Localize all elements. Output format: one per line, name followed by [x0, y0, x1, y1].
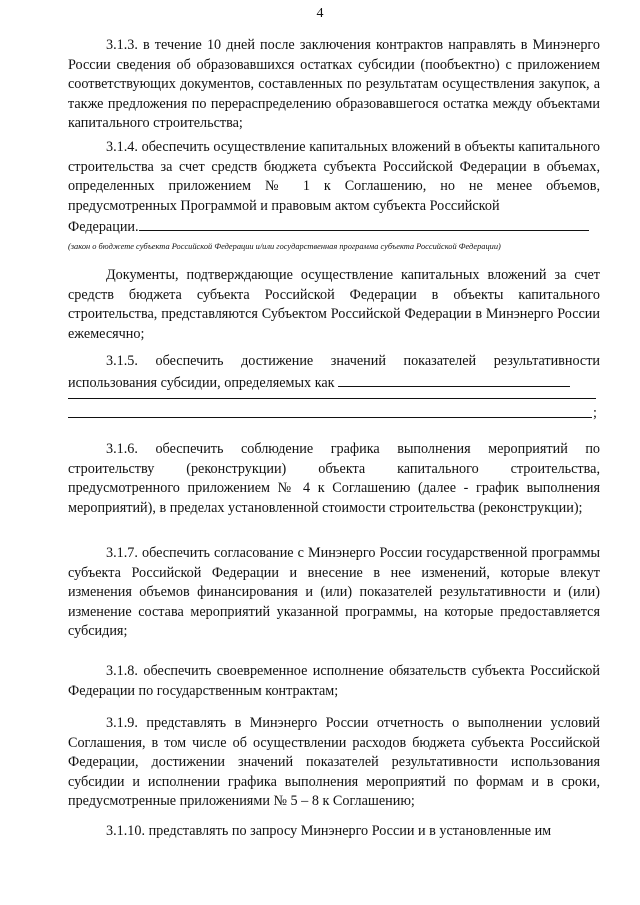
clause-3-1-10-text: 3.1.10. представлять по запросу Минэнерго России и в установленные им: [106, 823, 552, 839]
fill-in-blank: [139, 216, 589, 231]
clause-3-1-6-text: 3.1.6. обеспечить соблюдение графика выполнения мероприятий по строительству (реконструкции) объекта капитального строительства, предусмотренного приложением № 4 к Соглашению (далее - график выполнения мероприятий), в пределах установленной стоимости строительства (реконструкции);: [68, 441, 600, 516]
clause-3-1-9-text: 3.1.9. представлять в Минэнерго России отчетность о выполнении условий Соглашения, в том числе об осуществлении расходов бюджета субъекта Российской Федерации, достижении значений показателей результативности использования субсидии и исполнении графика выполнения мероприятий по формам и в сроки, предусмотренные приложениями № 5 – 8 к Соглашению;: [68, 715, 600, 810]
clause-3-1-8-text: 3.1.8. обеспечить своевременное исполнение обязательств субъекта Российской Федерации по государственным контрактам;: [68, 663, 600, 699]
footnote-hint: (закон о бюджете субъекта Российской Федерации и/или государственная программа субъекта Российской Федерации): [68, 242, 501, 251]
clause-3-1-7-text: 3.1.7. обеспечить согласование с Минэнерго России государственной программы субъекта Российской Федерации и внесение в нее изменений, которые влекут изменения объемов финансирования и (или) показателей результативности и (или) изменение состава мероприятий указанной программы, на которые предоставляется субсидия;: [68, 545, 600, 640]
clause-3-1-4-documents-text: Документы, подтверждающие осуществление капитальных вложений за счет средств бюджета субъекта Российской Федерации в объекты капитального строительства, представляются Субъектом Российской Федерации в Минэнерго России ежемесячно;: [68, 267, 600, 342]
clause-3-1-4-documents: [68, 266, 600, 344]
clause-3-1-3: [68, 36, 600, 134]
fill-in-blank: [338, 372, 570, 387]
clause-3-1-9: [68, 714, 600, 812]
clause-3-1-4: [68, 138, 600, 238]
clause-3-1-3-text: 3.1.3. в течение 10 дней после заключения контрактов направлять в Минэнерго России сведения об образовавшихся остатках субсидии (пообъектно) с приложением соответствующих документов, составленных по результатам осуществления закупок, а также предложения по перераспределению образовавшегося остатка между объектами капитального строительства;: [68, 37, 600, 132]
clause-3-1-6: [68, 440, 600, 518]
clause-3-1-7: [68, 544, 600, 642]
fill-in-line-1: [68, 398, 596, 399]
clause-3-1-8: [68, 662, 600, 701]
clause-3-1-5: [68, 352, 600, 393]
clause-3-1-4-text: 3.1.4. обеспечить осуществление капитальных вложений в объекты капитального строительства за счет средств бюджета субъекта Российской Федерации в объемах, определенных приложением № 1 к Соглашению, но не менее объемов, предусмотренных Программой и правовым актом субъекта Российской: [68, 139, 600, 214]
page-number: 4: [316, 6, 324, 21]
clause-3-1-5-end: ;: [593, 405, 597, 421]
clause-3-1-5-text: 3.1.5. обеспечить достижение значений показателей результативности использования субсидии, определяемых как: [68, 353, 600, 391]
clause-3-1-4-end: Федерации.: [68, 219, 139, 236]
clause-3-1-10: [68, 822, 600, 842]
fill-in-line-2: [68, 417, 592, 418]
